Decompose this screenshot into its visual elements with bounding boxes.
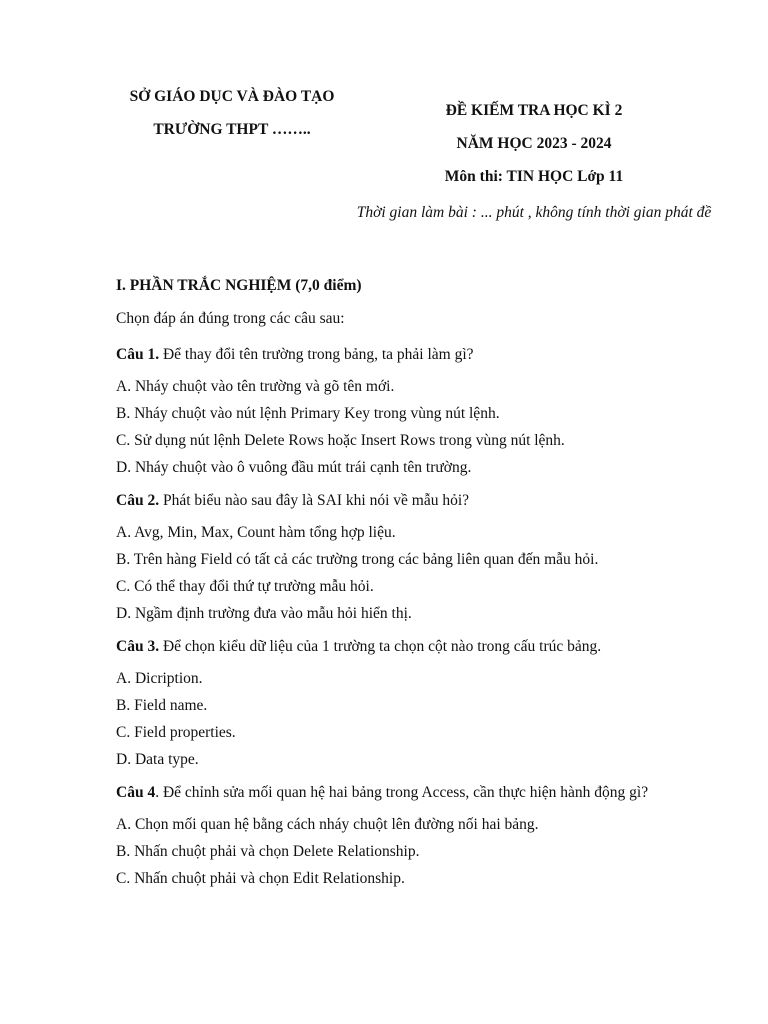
option-d: D. Ngầm định trường đưa vào mẫu hỏi hiển thị. xyxy=(116,605,412,622)
question-stem xyxy=(116,341,656,368)
option-b: B. Nháy chuột vào nút lệnh Primary Key trong vùng nút lệnh. xyxy=(116,405,500,422)
question-4 xyxy=(116,779,656,892)
school-year: NĂM HỌC 2023 - 2024 xyxy=(456,135,612,152)
question-stem xyxy=(116,633,656,660)
question-number: Câu 4 xyxy=(116,784,156,801)
subject-line: Môn thi: TIN HỌC Lớp 11 xyxy=(444,168,624,185)
option-c: C. Nhấn chuột phải và chọn Edit Relationship. xyxy=(116,870,405,887)
option-a: A. Nháy chuột vào tên trường và gõ tên mới. xyxy=(116,378,395,395)
option-list xyxy=(116,519,656,627)
option-c: C. Field properties. xyxy=(116,724,236,741)
header-right xyxy=(348,100,720,226)
question-number: Câu 1. xyxy=(116,346,160,363)
question-text: . Để chỉnh sửa mối quan hệ hai bảng trong Access, cần thực hiện hành động gì? xyxy=(155,784,649,801)
section-instruction: Chọn đáp án đúng trong các câu sau: xyxy=(116,310,345,327)
question-number: Câu 3. xyxy=(116,638,160,655)
duration-note: Thời gian làm bài : ... phút , không tính thời gian phát đề xyxy=(356,204,712,221)
option-list xyxy=(116,373,656,481)
option-d: D. Data type. xyxy=(116,751,199,768)
option-b: B. Nhấn chuột phải và chọn Delete Relationship. xyxy=(116,843,420,860)
department-name: SỞ GIÁO DỤC VÀ ĐÀO TẠO xyxy=(129,88,335,105)
question-text: Để thay đổi tên trường trong bảng, ta phải làm gì? xyxy=(159,346,474,363)
question-text: Để chọn kiểu dữ liệu của 1 trường ta chọn cột nào trong cấu trúc bảng. xyxy=(159,638,602,655)
option-a: A. Avg, Min, Max, Count hàm tổng hợp liệu. xyxy=(116,524,396,541)
section-title: I. PHẦN TRẮC NGHIỆM (7,0 điểm) xyxy=(116,277,362,294)
option-c: C. Có thể thay đổi thứ tự trường mẫu hỏi. xyxy=(116,578,374,595)
question-stem xyxy=(116,487,656,514)
option-a: A. Dicription. xyxy=(116,670,203,687)
option-c: C. Sử dụng nút lệnh Delete Rows hoặc Insert Rows trong vùng nút lệnh. xyxy=(116,432,565,449)
question-number: Câu 2. xyxy=(116,492,160,509)
question-3 xyxy=(116,633,656,773)
option-b: B. Field name. xyxy=(116,697,208,714)
question-1 xyxy=(116,341,656,481)
exam-body xyxy=(116,275,656,898)
option-list xyxy=(116,811,656,892)
question-stem xyxy=(116,779,656,806)
question-text: Phát biểu nào sau đây là SAI khi nói về mẫu hỏi? xyxy=(159,492,470,509)
option-list xyxy=(116,665,656,773)
exam-title: ĐỀ KIẾM TRA HỌC KÌ 2 xyxy=(445,102,623,119)
question-2 xyxy=(116,487,656,627)
option-b: B. Trên hàng Field có tất cả các trường trong các bảng liên quan đến mẫu hỏi. xyxy=(116,551,599,568)
option-a: A. Chọn mối quan hệ bằng cách nháy chuột lên đường nối hai bảng. xyxy=(116,816,539,833)
option-d: D. Nháy chuột vào ô vuông đầu mút trái cạnh tên trường. xyxy=(116,459,472,476)
header-left xyxy=(112,86,352,152)
school-name: TRƯỜNG THPT …….. xyxy=(153,121,311,138)
